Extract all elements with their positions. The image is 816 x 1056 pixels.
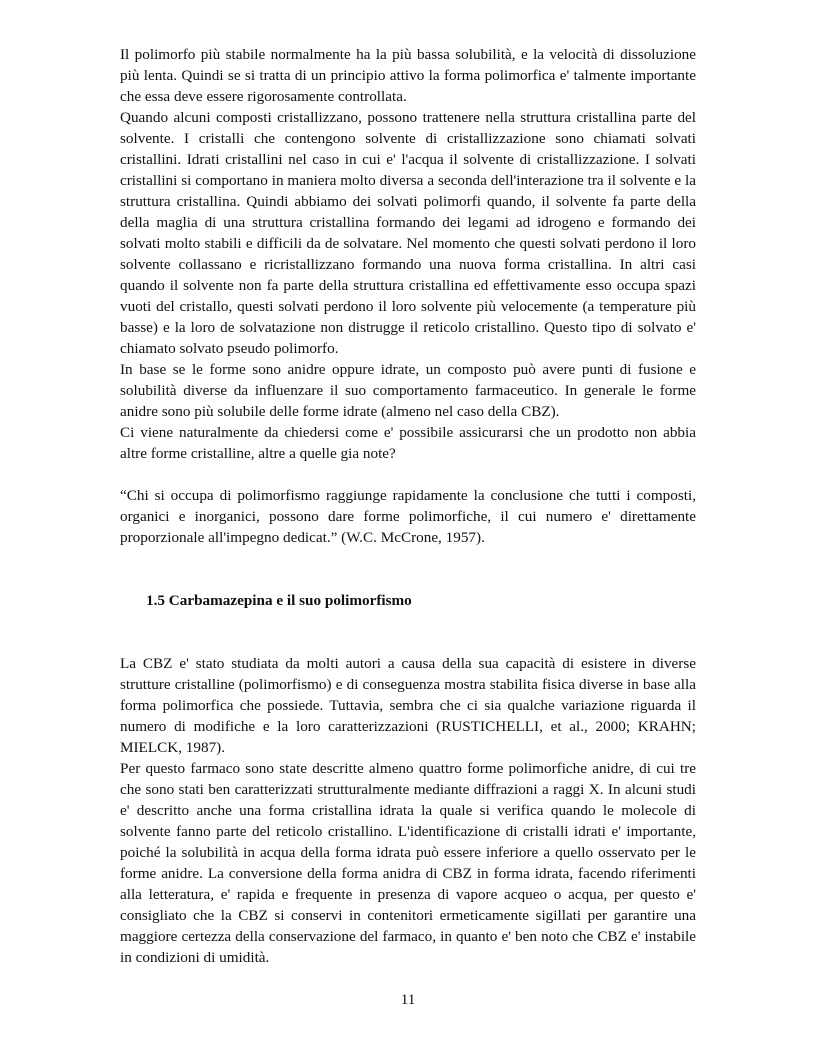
paragraph: Il polimorfo più stabile normalmente ha la più bassa solubilità, e la velocità di dissoluzione più lenta. Quindi se si tratta di un principio attivo la forma polimorfica e' talmente importante che essa deve essere rigorosamente controllata.: [120, 46, 696, 105]
paragraph: Quando alcuni composti cristallizzano, possono trattenere nella struttura cristallina parte del solvente. I cristalli che contengono solvente di cristallizzazione sono chiamati solvati cristallini. Idrati cristallini nel caso in cui e' l'acqua il solvente di cristallizzazione. I solvati cristallini si comportano in maniera molto diversa a seconda dell'interazione tra il solvente e la struttura cristallina. Quindi abbiamo dei solvati polimorfi quando, il solvente fa parte della della maglia di una struttura cristallina formando dei legami ad idrogeno e formando dei solvati molto stabili e difficili da de solvatare. Nel momento che questi solvati perdono il loro solvente collassano e ricristallizzano formando una nuova forma cristallina. In altri casi quando il solvente non fa parte della struttura cristallina ed effettivamente esso occupa spazi vuoti del cristallo, questi solvati perdono il loro solvente più velocemente (a temperature più basse) e la loro de solvatazione non distrugge il reticolo cristallino. Questo tipo di solvato e' chiamato solvato pseudo polimorfo.: [120, 109, 696, 357]
paragraph: Ci viene naturalmente da chiedersi come e' possibile assicurarsi che un prodotto non abbia altre forme cristalline, altre a quelle gia note?: [120, 424, 696, 462]
page-number: 11: [400, 991, 416, 1008]
spacer: [120, 464, 696, 485]
paragraph: Per questo farmaco sono state descritte almeno quattro forme polimorfiche anidre, di cui tre che sono stati ben caratterizzati strutturalmente mediante diffrazioni a raggi X. In alcuni studi e' descritto anche una forma cristallina idrata la quale si verifica quando le molecole di solvente fanno parte del reticolo cristallino. L'identificazione di cristalli idrati e' importante, poiché la solubilità in acqua della forma idrata può essere inferiore a quello osservato per le forme anidre. La conversione della forma anidra di CBZ in forma idrata, facendo riferimenti alla letteratura, e' rapida e frequente in presenza di vapore acqueo o acqua, per questo e' consigliato che la CBZ si conservi in contenitori ermeticamente sigillati per garantire una maggiore certezza della conservazione del farmaco, in quanto e' ben noto che CBZ e' instabile in condizioni di umidità.: [120, 760, 696, 966]
paragraph: In base se le forme sono anidre oppure idrate, un composto può avere punti di fusione e solubilità diverse da influenzare il suo comportamento farmaceutico. In generale le forme anidre sono più solubile delle forme idrate (almeno nel caso della CBZ).: [120, 361, 696, 420]
spacer: [120, 548, 696, 590]
spacer: [120, 611, 696, 653]
document-page: [120, 44, 696, 968]
paragraph: La CBZ e' stato studiata da molti autori a causa della sua capacità di esistere in diverse strutture cristalline (polimorfismo) e di conseguenza mostra stabilita fisica diverse in base alla forma polimorfica che possiede. Tuttavia, sembra che ci sia qualche variazione riguarda il numero di modifiche e la loro caratterizzazioni (RUSTICHELLI, et al., 2000; KRAHN; MIELCK, 1987).: [120, 655, 696, 756]
section-heading: 1.5 Carbamazepina e il suo polimorfismo: [146, 592, 412, 609]
quote-paragraph: “Chi si occupa di polimorfismo raggiunge rapidamente la conclusione che tutti i composti, organici e inorganici, possono dare forme polimorfiche, il cui numero e' direttamente proporzionale all'impegno dedicat.” (W.C. McCrone, 1957).: [120, 487, 696, 546]
